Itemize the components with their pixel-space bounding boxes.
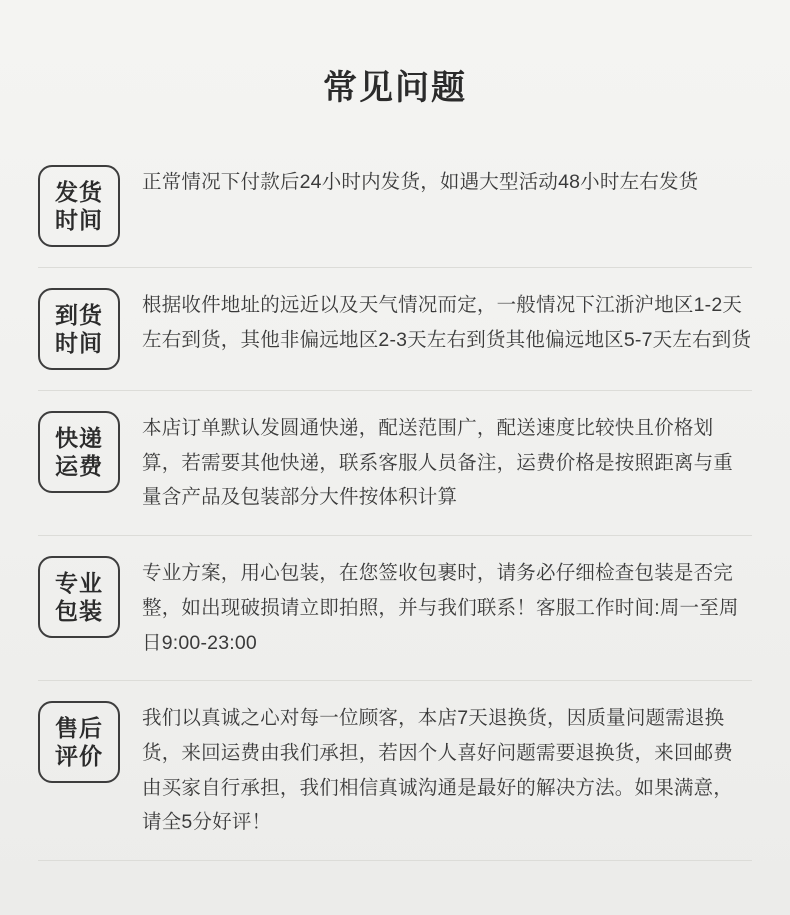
faq-item-shipping-fee	[38, 391, 752, 536]
faq-tag	[38, 288, 120, 370]
faq-text: 本店订单默认发圆通快递，配送范围广，配送速度比较快且价格划算，若需要其他快递，联系客服人员备注，运费价格是按照距离与重量含产品及包装部分大件按体积计算	[142, 417, 734, 509]
page-title: 常见问题	[323, 69, 467, 107]
faq-tag-line1: 专业	[55, 570, 103, 597]
faq-tag-line1: 快递	[55, 424, 103, 451]
faq-tag	[38, 165, 120, 247]
faq-item-shipping-time	[38, 145, 752, 268]
faq-list	[0, 145, 790, 861]
faq-text: 正常情况下付款后24小时内发货，如遇大型活动48小时左右发货	[142, 171, 699, 193]
faq-tag	[38, 411, 120, 493]
faq-tag-line2: 时间	[55, 207, 103, 233]
faq-item-after-sales	[38, 681, 752, 861]
faq-tag-line1: 到货	[55, 301, 103, 328]
faq-text: 专业方案，用心包装，在您签收包裹时，请务必仔细检查包装是否完整，如出现破损请立即拍照，并与我们联系！客服工作时间:周一至周日9:00-23:00	[142, 562, 739, 654]
faq-tag-line1: 发货	[55, 178, 103, 205]
faq-content	[142, 286, 752, 357]
faq-tag	[38, 556, 120, 638]
faq-tag-line2: 运费	[55, 453, 103, 479]
faq-item-packaging	[38, 536, 752, 681]
faq-item-arrival-time	[38, 268, 752, 391]
faq-text: 根据收件地址的远近以及天气情况而定，一般情况下江浙沪地区1-2天左右到货，其他非偏远地区2-3天左右到货其他偏远地区5-7天左右到货	[142, 294, 752, 351]
faq-content	[142, 163, 752, 200]
faq-tag-line2: 包装	[55, 598, 103, 625]
faq-tag-line2: 评价	[55, 743, 103, 770]
faq-tag	[38, 701, 120, 783]
faq-text: 我们以真诚之心对每一位顾客，本店7天退换货，因质量问题需退换货，来回运费由我们承担，若因个人喜好问题需要退换货，来回邮费由买家自行承担，我们相信真诚沟通是最好的解决方法。如果满意，请全5分好评！	[142, 707, 734, 834]
faq-content	[142, 699, 752, 840]
faq-tag-line1: 售后	[55, 715, 103, 742]
faq-content	[142, 554, 752, 660]
faq-tag-line2: 时间	[55, 330, 103, 356]
faq-content	[142, 409, 752, 515]
